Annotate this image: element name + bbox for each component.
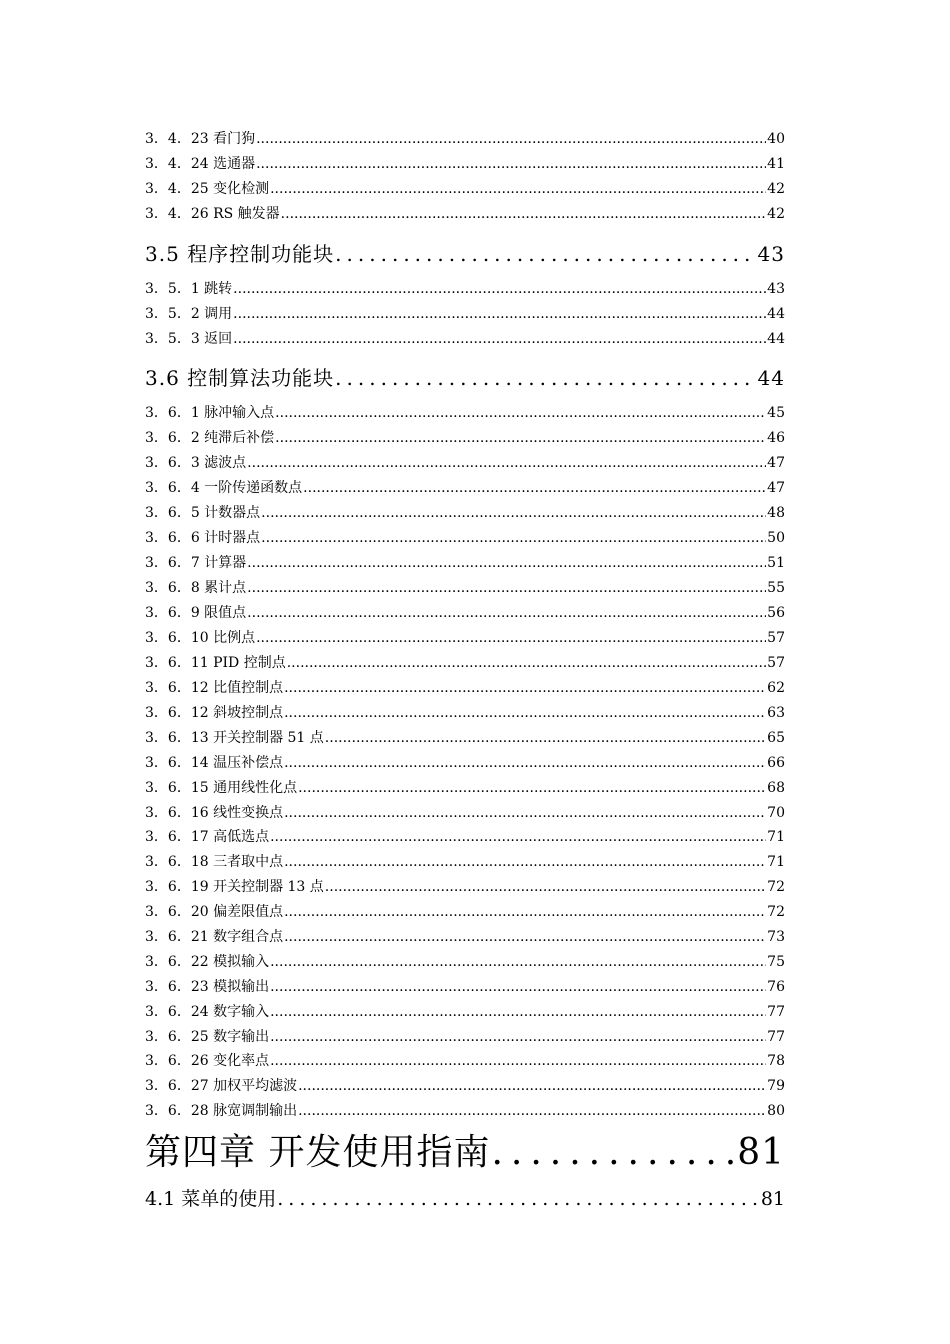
toc-section-3-5[interactable] xyxy=(145,238,785,266)
toc-entry[interactable] xyxy=(145,427,785,447)
toc-entry[interactable] xyxy=(145,577,785,597)
toc-chapter-title: 第四章 开发使用指南 xyxy=(145,1132,491,1173)
toc-entry[interactable] xyxy=(145,1026,785,1046)
toc-entry-title: 3．6．12 斜坡控制点 xyxy=(145,705,284,721)
toc-entry-title: 3．6．7 计算器 xyxy=(145,555,247,571)
toc-section-3-6[interactable] xyxy=(145,362,785,390)
toc-leader xyxy=(256,156,766,172)
toc-entry-page: 57 xyxy=(767,655,785,671)
toc-entry-title: 3．6．24 数字输入 xyxy=(145,1004,270,1020)
toc-entry-page: 48 xyxy=(767,505,785,521)
toc-leader xyxy=(270,1029,766,1045)
toc-leader xyxy=(261,530,766,546)
toc-entry-page: 47 xyxy=(767,480,785,496)
toc-entry-title: 3．6．26 变化率点 xyxy=(145,1053,270,1069)
toc-entry-title: 3．6．16 线性变换点 xyxy=(145,805,284,821)
toc-entry-page: 68 xyxy=(767,780,785,796)
toc-leader xyxy=(335,242,756,266)
toc-entry-title: 3．6．19 开关控制器 13 点 xyxy=(145,879,324,895)
toc-entry[interactable] xyxy=(145,851,785,871)
toc-entry[interactable] xyxy=(145,951,785,971)
toc-entry-title: 3．5．2 调用 xyxy=(145,306,233,322)
toc-leader xyxy=(247,555,766,571)
toc-section-title: 3.6 控制算法功能块 xyxy=(145,366,335,390)
toc-entry-title: 3．6．6 计时器点 xyxy=(145,530,261,546)
toc-entry-page: 72 xyxy=(767,879,785,895)
toc-entry[interactable] xyxy=(145,153,785,173)
toc-entry-title: 3．4．24 选通器 xyxy=(145,156,256,172)
toc-leader xyxy=(281,206,767,222)
toc-entry[interactable] xyxy=(145,677,785,697)
toc-section-page: 44 xyxy=(757,366,785,390)
toc-entry[interactable] xyxy=(145,777,785,797)
toc-entry-page: 78 xyxy=(767,1053,785,1069)
toc-leader xyxy=(298,1078,766,1094)
toc-entry-title: 3．6．9 限值点 xyxy=(145,605,247,621)
toc-leader xyxy=(256,630,766,646)
toc-leader xyxy=(233,331,766,347)
toc-entry[interactable] xyxy=(145,527,785,547)
toc-entry-page: 45 xyxy=(767,405,785,421)
toc-leader xyxy=(284,929,766,945)
toc-entry[interactable] xyxy=(145,826,785,846)
toc-entry-title: 3．6．3 滤波点 xyxy=(145,455,247,471)
toc-leader xyxy=(275,405,766,421)
toc-leader xyxy=(247,580,766,596)
toc-entry-title: 3．6．25 数字输出 xyxy=(145,1029,270,1045)
toc-section-page: 81 xyxy=(760,1188,785,1210)
toc-entry-title: 3．4．25 变化检测 xyxy=(145,181,270,197)
toc-entry[interactable] xyxy=(145,178,785,198)
toc-leader xyxy=(284,680,766,696)
toc-entry-page: 42 xyxy=(767,181,785,197)
toc-leader xyxy=(491,1132,736,1173)
toc-entry[interactable] xyxy=(145,976,785,996)
toc-leader xyxy=(284,805,766,821)
toc-entry[interactable] xyxy=(145,926,785,946)
toc-entry-page: 71 xyxy=(767,829,785,845)
toc-leader xyxy=(335,366,756,390)
toc-entry-page: 73 xyxy=(767,929,785,945)
toc-entry-page: 79 xyxy=(767,1078,785,1094)
toc-entry-page: 76 xyxy=(767,979,785,995)
toc-entry-page: 65 xyxy=(767,730,785,746)
toc-entry[interactable] xyxy=(145,552,785,572)
toc-entry-title: 3．6．22 模拟输入 xyxy=(145,954,270,970)
toc-entry[interactable] xyxy=(145,203,785,223)
toc-entry-title: 3．6．5 计数器点 xyxy=(145,505,261,521)
toc-leader xyxy=(325,879,766,895)
toc-entry-title: 3．5．1 跳转 xyxy=(145,281,233,297)
toc-entry-title: 3．6．20 偏差限值点 xyxy=(145,904,284,920)
toc-entry-title: 3．6．18 三者取中点 xyxy=(145,854,284,870)
toc-leader xyxy=(233,306,766,322)
toc-entry-page: 57 xyxy=(767,630,785,646)
toc-leader xyxy=(270,1004,766,1020)
toc-entry[interactable] xyxy=(145,1100,785,1120)
toc-entry[interactable] xyxy=(145,1075,785,1095)
toc-entry[interactable] xyxy=(145,1001,785,1021)
toc-entry-title: 3．6．13 开关控制器 51 点 xyxy=(145,730,324,746)
toc-leader xyxy=(298,1103,766,1119)
toc-entry[interactable] xyxy=(145,128,785,148)
toc-entry-page: 56 xyxy=(767,605,785,621)
toc-leader xyxy=(284,755,766,771)
toc-entry-title: 3．6．11 PID 控制点 xyxy=(145,655,286,671)
toc-entry[interactable] xyxy=(145,727,785,747)
toc-entry-page: 80 xyxy=(767,1103,785,1119)
toc-leader xyxy=(270,829,766,845)
toc-entry-title: 3．4．23 看门狗 xyxy=(145,131,256,147)
toc-entry-page: 50 xyxy=(767,530,785,546)
toc-entry-page: 42 xyxy=(767,206,785,222)
toc-entry[interactable] xyxy=(145,627,785,647)
toc-entry-page: 70 xyxy=(767,805,785,821)
toc-entry[interactable] xyxy=(145,303,785,323)
toc-leader xyxy=(303,480,766,496)
toc-entry-title: 3．6．27 加权平均滤波 xyxy=(145,1078,298,1094)
toc-section-title: 4.1 菜单的使用 xyxy=(145,1188,277,1210)
toc-entry-title: 3．6．28 脉宽调制输出 xyxy=(145,1103,298,1119)
toc-section-title: 3.5 程序控制功能块 xyxy=(145,242,335,266)
toc-entry-page: 66 xyxy=(767,755,785,771)
toc-leader xyxy=(270,1053,766,1069)
toc-entry[interactable] xyxy=(145,402,785,422)
toc-section-4-1[interactable] xyxy=(145,1184,785,1210)
toc-leader xyxy=(277,1188,760,1210)
toc-leader xyxy=(270,954,766,970)
toc-entry-title: 3．6．17 高低选点 xyxy=(145,829,270,845)
toc-entry-page: 77 xyxy=(767,1029,785,1045)
toc-entry-title: 3．6．21 数字组合点 xyxy=(145,929,284,945)
toc-leader xyxy=(270,979,766,995)
toc-entry[interactable] xyxy=(145,752,785,772)
toc-entry-title: 3．6．14 温压补偿点 xyxy=(145,755,284,771)
toc-entry[interactable] xyxy=(145,901,785,921)
toc-entry-page: 51 xyxy=(767,555,785,571)
toc-leader xyxy=(284,705,766,721)
toc-entry-page: 44 xyxy=(767,331,785,347)
toc-entry[interactable] xyxy=(145,1050,785,1070)
toc-entry-page: 75 xyxy=(767,954,785,970)
toc-leader xyxy=(287,655,766,671)
toc-chapter-4[interactable] xyxy=(145,1124,785,1173)
toc-entry-title: 3．6．12 比值控制点 xyxy=(145,680,284,696)
toc-entry[interactable] xyxy=(145,328,785,348)
toc-leader xyxy=(270,181,766,197)
toc-section-page: 43 xyxy=(757,242,785,266)
toc-leader xyxy=(284,904,766,920)
toc-leader xyxy=(256,131,766,147)
toc-entry-page: 47 xyxy=(767,455,785,471)
toc-leader xyxy=(298,780,766,796)
toc-leader xyxy=(325,730,766,746)
toc-entry-page: 40 xyxy=(767,131,785,147)
toc-entry-title: 3．4．26 RS 触发器 xyxy=(145,206,280,222)
toc-entry-page: 46 xyxy=(767,430,785,446)
toc-entry[interactable] xyxy=(145,702,785,722)
toc-entry-page: 72 xyxy=(767,904,785,920)
toc-entry-page: 62 xyxy=(767,680,785,696)
toc-entry-page: 55 xyxy=(767,580,785,596)
toc-entry-title: 3．6．23 模拟输出 xyxy=(145,979,270,995)
toc-entry-title: 3．6．15 通用线性化点 xyxy=(145,780,298,796)
toc-entry-page: 63 xyxy=(767,705,785,721)
toc-leader xyxy=(247,455,766,471)
toc-entry[interactable] xyxy=(145,802,785,822)
toc-leader xyxy=(233,281,766,297)
toc-entry[interactable] xyxy=(145,876,785,896)
toc-leader xyxy=(275,430,766,446)
toc-entry-title: 3．6．4 一阶传递函数点 xyxy=(145,480,303,496)
toc-chapter-page: 81 xyxy=(737,1132,785,1173)
toc-entry-title: 3．6．10 比例点 xyxy=(145,630,256,646)
toc-entry-page: 43 xyxy=(767,281,785,297)
toc-entry[interactable] xyxy=(145,502,785,522)
toc-leader xyxy=(284,854,766,870)
toc-entry-title: 3．6．2 纯滞后补偿 xyxy=(145,430,275,446)
toc-entry-page: 77 xyxy=(767,1004,785,1020)
toc-entry-page: 41 xyxy=(767,156,785,172)
toc-entry[interactable] xyxy=(145,278,785,298)
toc-entry[interactable] xyxy=(145,652,785,672)
toc-leader xyxy=(247,605,766,621)
toc-entry-page: 71 xyxy=(767,854,785,870)
toc-entry-title: 3．5．3 返回 xyxy=(145,331,233,347)
toc-entry[interactable] xyxy=(145,477,785,497)
toc-entry-title: 3．6．1 脉冲输入点 xyxy=(145,405,275,421)
toc-leader xyxy=(261,505,766,521)
toc-entry-page: 44 xyxy=(767,306,785,322)
toc-entry-title: 3．6．8 累计点 xyxy=(145,580,247,596)
toc-entry[interactable] xyxy=(145,602,785,622)
toc-entry[interactable] xyxy=(145,452,785,472)
